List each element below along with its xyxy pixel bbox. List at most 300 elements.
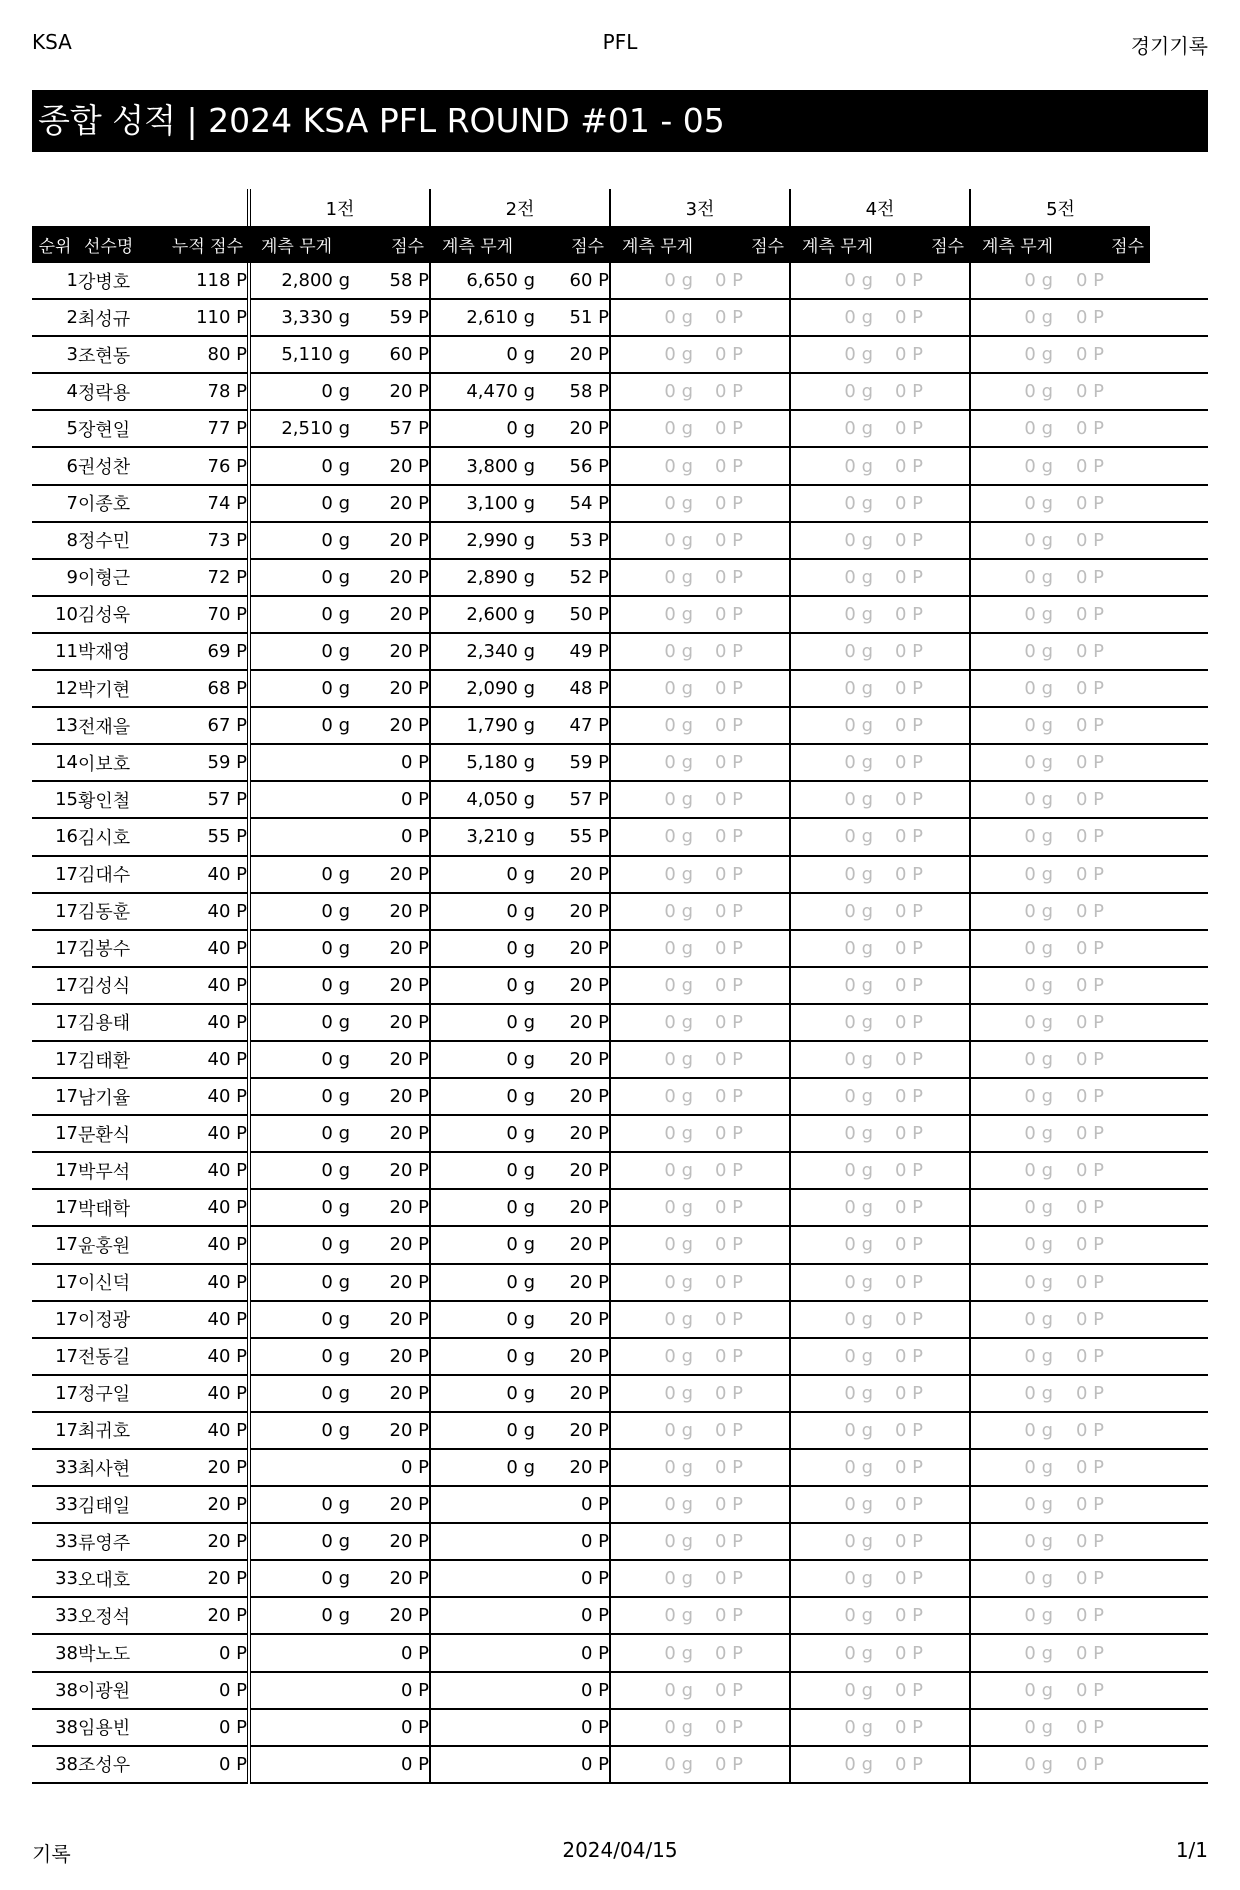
total-score: 40 P: [162, 1226, 249, 1263]
round-1-weight: 0 g: [249, 447, 350, 484]
round-5-weight: 0 g: [970, 1226, 1075, 1263]
round-4-weight: 0 g: [790, 410, 895, 447]
round-3-score: 0 P: [715, 1634, 790, 1671]
row-end-padding: [1150, 1301, 1208, 1338]
round-1-weight: [249, 744, 350, 781]
round-1-weight: 0 g: [249, 893, 350, 930]
round-2-score: 20 P: [535, 893, 610, 930]
round-1-score: 20 P: [350, 559, 430, 596]
round-4-score: 0 P: [895, 781, 970, 818]
round-2-score: 20 P: [535, 856, 610, 893]
round-1-weight: 0 g: [249, 1078, 350, 1115]
round-2-score: 20 P: [535, 1412, 610, 1449]
table-row: [32, 410, 1208, 447]
round-2-score: 0 P: [535, 1634, 610, 1671]
row-end-padding: [1150, 707, 1208, 744]
row-end-padding: [1150, 1338, 1208, 1375]
round-5-weight: 0 g: [970, 1152, 1075, 1189]
round-2-weight: [430, 1746, 535, 1783]
round-4-weight: 0 g: [790, 263, 895, 299]
player-rank: 38: [32, 1672, 78, 1709]
player-rank: 33: [32, 1449, 78, 1486]
round-1-score: 20 P: [350, 1412, 430, 1449]
round-4-weight: 0 g: [790, 1486, 895, 1523]
round-4-score: 0 P: [895, 410, 970, 447]
round-1-weight: 0 g: [249, 967, 350, 1004]
round-5-weight: 0 g: [970, 1004, 1075, 1041]
round-3-score: 0 P: [715, 1412, 790, 1449]
player-name: 전동길: [78, 1338, 162, 1375]
total-score: 40 P: [162, 1375, 249, 1412]
round-5-score: 0 P: [1075, 893, 1150, 930]
player-name: 김시호: [78, 818, 162, 855]
player-rank: 17: [32, 1412, 78, 1449]
player-name: 오정석: [78, 1597, 162, 1634]
table-row: [32, 373, 1208, 410]
table-row: [32, 596, 1208, 633]
row-end-padding: [1150, 818, 1208, 855]
round-2-weight: 0 g: [430, 1041, 535, 1078]
row-end-padding: [1150, 1375, 1208, 1412]
round-1-weight: [249, 1709, 350, 1746]
table-row: [32, 1338, 1208, 1375]
round-4-weight: 0 g: [790, 1338, 895, 1375]
footer-date: 2024/04/15: [562, 1838, 678, 1862]
player-rank: 17: [32, 930, 78, 967]
player-rank: 17: [32, 1301, 78, 1338]
round-4-weight: 0 g: [790, 1189, 895, 1226]
table-row: [32, 707, 1208, 744]
round-3-weight: 0 g: [610, 1523, 715, 1560]
player-name: 김태일: [78, 1486, 162, 1523]
round-4-score: 0 P: [895, 1672, 970, 1709]
round-5-weight: 0 g: [970, 744, 1075, 781]
total-score: 40 P: [162, 1301, 249, 1338]
round-3-score: 0 P: [715, 1597, 790, 1634]
round-1-weight: 0 g: [249, 1115, 350, 1152]
table-row: [32, 1523, 1208, 1560]
round-4-score: 0 P: [895, 373, 970, 410]
round-5-score: 0 P: [1075, 1264, 1150, 1301]
col-score: 점수: [535, 226, 610, 263]
total-score: 0 P: [162, 1672, 249, 1709]
round-3-weight: 0 g: [610, 1264, 715, 1301]
row-end-padding: [1150, 1115, 1208, 1152]
row-end-padding: [1150, 1041, 1208, 1078]
round-2-score: 20 P: [535, 410, 610, 447]
round-3-score: 0 P: [715, 373, 790, 410]
table-row: [32, 263, 1208, 299]
round-1-score: 20 P: [350, 633, 430, 670]
round-2-score: 20 P: [535, 1078, 610, 1115]
round-4-score: 0 P: [895, 744, 970, 781]
round-1-score: 20 P: [350, 1004, 430, 1041]
round-4-score: 0 P: [895, 336, 970, 373]
round-3-score: 0 P: [715, 893, 790, 930]
round-4-weight: 0 g: [790, 818, 895, 855]
round-4-weight: 0 g: [790, 1301, 895, 1338]
row-end-padding: [1150, 1746, 1208, 1783]
round-4-score: 0 P: [895, 485, 970, 522]
round-5-weight: 0 g: [970, 856, 1075, 893]
round-1-weight: 0 g: [249, 856, 350, 893]
round-2-weight: 2,610 g: [430, 299, 535, 336]
player-rank: 2: [32, 299, 78, 336]
player-rank: 16: [32, 818, 78, 855]
table-row: [32, 1709, 1208, 1746]
round-3-score: 0 P: [715, 781, 790, 818]
round-5-weight: 0 g: [970, 1301, 1075, 1338]
total-score: 40 P: [162, 1041, 249, 1078]
round-2-score: 54 P: [535, 485, 610, 522]
round-2-weight: [430, 1523, 535, 1560]
table-row: [32, 1041, 1208, 1078]
total-score: 40 P: [162, 893, 249, 930]
round-4-weight: 0 g: [790, 1375, 895, 1412]
round-5-score: 0 P: [1075, 930, 1150, 967]
round-2-weight: 4,050 g: [430, 781, 535, 818]
round-4-weight: 0 g: [790, 930, 895, 967]
round-5-score: 0 P: [1075, 1338, 1150, 1375]
round-1-score: 58 P: [350, 263, 430, 299]
total-score: 20 P: [162, 1597, 249, 1634]
round-2-weight: [430, 1672, 535, 1709]
round-5-score: 0 P: [1075, 1152, 1150, 1189]
round-3-weight: 0 g: [610, 633, 715, 670]
row-end-padding: [1150, 1152, 1208, 1189]
round-5-score: 0 P: [1075, 410, 1150, 447]
round-2-weight: 0 g: [430, 1412, 535, 1449]
round-4-weight: 0 g: [790, 1078, 895, 1115]
table-row: [32, 670, 1208, 707]
player-rank: 7: [32, 485, 78, 522]
round-2-score: 20 P: [535, 1375, 610, 1412]
round-4-weight: 0 g: [790, 744, 895, 781]
round-1-score: 59 P: [350, 299, 430, 336]
round-1-weight: 0 g: [249, 1597, 350, 1634]
round-1-score: 20 P: [350, 1338, 430, 1375]
player-rank: 17: [32, 1078, 78, 1115]
round-2-weight: 2,890 g: [430, 559, 535, 596]
round-2-score: 20 P: [535, 1301, 610, 1338]
player-name: 정수민: [78, 522, 162, 559]
player-name: 이신덕: [78, 1264, 162, 1301]
round-1-score: 20 P: [350, 1301, 430, 1338]
round-1-weight: 0 g: [249, 1486, 350, 1523]
round-3-score: 0 P: [715, 336, 790, 373]
total-score: 40 P: [162, 930, 249, 967]
round-5-header: 5전: [970, 189, 1150, 226]
round-3-weight: 0 g: [610, 856, 715, 893]
player-name: 김성욱: [78, 596, 162, 633]
round-1-score: 0 P: [350, 1672, 430, 1709]
round-5-weight: 0 g: [970, 1078, 1075, 1115]
round-2-weight: 0 g: [430, 1449, 535, 1486]
round-4-weight: 0 g: [790, 1226, 895, 1263]
round-2-header: 2전: [430, 189, 610, 226]
round-4-score: 0 P: [895, 1709, 970, 1746]
round-2-score: 50 P: [535, 596, 610, 633]
round-1-score: 20 P: [350, 596, 430, 633]
row-end-padding: [1150, 485, 1208, 522]
round-1-score: 0 P: [350, 744, 430, 781]
table-row: [32, 1634, 1208, 1671]
round-2-weight: [430, 1634, 535, 1671]
round-4-weight: 0 g: [790, 373, 895, 410]
round-1-score: 0 P: [350, 781, 430, 818]
round-3-weight: 0 g: [610, 1189, 715, 1226]
player-name: 박무석: [78, 1152, 162, 1189]
round-2-score: 20 P: [535, 967, 610, 1004]
round-5-score: 0 P: [1075, 670, 1150, 707]
col-weight: 계측 무게: [430, 226, 535, 263]
round-4-weight: 0 g: [790, 485, 895, 522]
table-row: [32, 1449, 1208, 1486]
table-row: [32, 1597, 1208, 1634]
player-name: 이정광: [78, 1301, 162, 1338]
round-2-weight: 0 g: [430, 336, 535, 373]
round-5-weight: 0 g: [970, 670, 1075, 707]
round-3-score: 0 P: [715, 930, 790, 967]
table-row: [32, 930, 1208, 967]
round-3-score: 0 P: [715, 596, 790, 633]
round-5-weight: 0 g: [970, 263, 1075, 299]
round-3-weight: 0 g: [610, 1041, 715, 1078]
col-score: 점수: [715, 226, 790, 263]
round-5-weight: 0 g: [970, 1486, 1075, 1523]
row-end-padding: [1150, 930, 1208, 967]
round-5-weight: 0 g: [970, 1560, 1075, 1597]
total-score: 40 P: [162, 856, 249, 893]
round-5-weight: 0 g: [970, 1375, 1075, 1412]
player-name: 김성식: [78, 967, 162, 1004]
table-row: [32, 447, 1208, 484]
table-row: [32, 559, 1208, 596]
round-4-weight: 0 g: [790, 1523, 895, 1560]
round-5-score: 0 P: [1075, 1078, 1150, 1115]
round-2-weight: 0 g: [430, 930, 535, 967]
round-4-weight: 0 g: [790, 1264, 895, 1301]
player-name: 이광원: [78, 1672, 162, 1709]
round-4-weight: 0 g: [790, 1709, 895, 1746]
total-score: 59 P: [162, 744, 249, 781]
round-1-weight: 0 g: [249, 1375, 350, 1412]
col-weight: 계측 무게: [249, 226, 350, 263]
round-5-score: 0 P: [1075, 1486, 1150, 1523]
col-weight: 계측 무게: [790, 226, 895, 263]
round-5-score: 0 P: [1075, 522, 1150, 559]
results-body: [32, 263, 1208, 1783]
player-name: 최성규: [78, 299, 162, 336]
player-rank: 38: [32, 1634, 78, 1671]
round-3-score: 0 P: [715, 967, 790, 1004]
table-row: [32, 1004, 1208, 1041]
round-3-weight: 0 g: [610, 1226, 715, 1263]
player-name: 조성우: [78, 1746, 162, 1783]
round-4-score: 0 P: [895, 893, 970, 930]
player-rank: 5: [32, 410, 78, 447]
round-3-score: 0 P: [715, 1189, 790, 1226]
round-3-header: 3전: [610, 189, 790, 226]
round-4-score: 0 P: [895, 447, 970, 484]
round-4-weight: 0 g: [790, 670, 895, 707]
round-4-weight: 0 g: [790, 893, 895, 930]
player-rank: 17: [32, 967, 78, 1004]
round-4-score: 0 P: [895, 1115, 970, 1152]
round-1-score: 20 P: [350, 373, 430, 410]
round-1-weight: 0 g: [249, 1264, 350, 1301]
footer-label: 기록: [32, 1842, 71, 1866]
round-2-weight: 0 g: [430, 1078, 535, 1115]
round-3-score: 0 P: [715, 263, 790, 299]
round-4-weight: 0 g: [790, 299, 895, 336]
round-2-weight: 3,210 g: [430, 818, 535, 855]
round-1-score: 0 P: [350, 1449, 430, 1486]
round-2-score: 20 P: [535, 1189, 610, 1226]
round-2-score: 20 P: [535, 1041, 610, 1078]
row-end-padding: [1150, 299, 1208, 336]
round-2-score: 0 P: [535, 1672, 610, 1709]
round-1-score: 0 P: [350, 1634, 430, 1671]
round-1-weight: [249, 818, 350, 855]
table-row: [32, 1264, 1208, 1301]
round-5-weight: 0 g: [970, 1672, 1075, 1709]
player-name: 박기현: [78, 670, 162, 707]
round-1-score: 20 P: [350, 1523, 430, 1560]
round-2-score: 51 P: [535, 299, 610, 336]
round-4-score: 0 P: [895, 856, 970, 893]
round-4-weight: 0 g: [790, 1634, 895, 1671]
round-2-weight: 0 g: [430, 410, 535, 447]
table-row: [32, 522, 1208, 559]
round-3-score: 0 P: [715, 1449, 790, 1486]
header-doc-type: 경기기록: [1130, 34, 1208, 58]
round-3-score: 0 P: [715, 410, 790, 447]
round-1-score: 20 P: [350, 1375, 430, 1412]
player-rank: 38: [32, 1746, 78, 1783]
round-1-weight: 0 g: [249, 1226, 350, 1263]
round-1-score: 20 P: [350, 1041, 430, 1078]
player-rank: 33: [32, 1523, 78, 1560]
row-end-padding: [1150, 373, 1208, 410]
player-rank: 6: [32, 447, 78, 484]
table-row: [32, 1375, 1208, 1412]
total-score: 40 P: [162, 1152, 249, 1189]
row-end-padding: [1150, 1634, 1208, 1671]
round-4-score: 0 P: [895, 1078, 970, 1115]
total-score: 57 P: [162, 781, 249, 818]
table-row: [32, 1672, 1208, 1709]
round-header-row: [32, 189, 1208, 226]
round-4-weight: 0 g: [790, 1672, 895, 1709]
round-5-score: 0 P: [1075, 1746, 1150, 1783]
player-rank: 17: [32, 1041, 78, 1078]
round-3-weight: 0 g: [610, 893, 715, 930]
round-2-weight: 6,650 g: [430, 263, 535, 299]
total-score: 0 P: [162, 1746, 249, 1783]
round-1-weight: 0 g: [249, 1523, 350, 1560]
round-1-score: 20 P: [350, 856, 430, 893]
total-score: 67 P: [162, 707, 249, 744]
round-3-score: 0 P: [715, 1004, 790, 1041]
total-score: 55 P: [162, 818, 249, 855]
round-3-weight: 0 g: [610, 1709, 715, 1746]
round-3-score: 0 P: [715, 1709, 790, 1746]
round-4-score: 0 P: [895, 1597, 970, 1634]
round-1-weight: 0 g: [249, 1152, 350, 1189]
total-score: 0 P: [162, 1709, 249, 1746]
player-name: 이보호: [78, 744, 162, 781]
total-score: 69 P: [162, 633, 249, 670]
round-2-score: 20 P: [535, 930, 610, 967]
row-end-padding: [1150, 893, 1208, 930]
player-name: 조현동: [78, 336, 162, 373]
player-name: 최사현: [78, 1449, 162, 1486]
round-4-score: 0 P: [895, 1560, 970, 1597]
total-score: 80 P: [162, 336, 249, 373]
round-3-score: 0 P: [715, 1560, 790, 1597]
round-1-weight: 0 g: [249, 559, 350, 596]
total-score: 78 P: [162, 373, 249, 410]
round-3-score: 0 P: [715, 633, 790, 670]
table-row: [32, 893, 1208, 930]
header-event: PFL: [602, 30, 638, 54]
table-row: [32, 299, 1208, 336]
page-title: 종합 성적 | 2024 KSA PFL ROUND #01 - 05: [32, 90, 1208, 152]
player-name: 전재을: [78, 707, 162, 744]
round-5-weight: 0 g: [970, 1634, 1075, 1671]
round-5-score: 0 P: [1075, 1004, 1150, 1041]
round-3-score: 0 P: [715, 485, 790, 522]
round-5-weight: 0 g: [970, 485, 1075, 522]
round-5-weight: 0 g: [970, 1264, 1075, 1301]
round-4-score: 0 P: [895, 633, 970, 670]
round-5-weight: 0 g: [970, 1041, 1075, 1078]
row-end-padding: [1150, 522, 1208, 559]
round-2-score: 0 P: [535, 1486, 610, 1523]
round-3-score: 0 P: [715, 1338, 790, 1375]
round-3-score: 0 P: [715, 744, 790, 781]
table-row: [32, 336, 1208, 373]
player-name: 박태학: [78, 1189, 162, 1226]
round-5-score: 0 P: [1075, 744, 1150, 781]
round-5-score: 0 P: [1075, 707, 1150, 744]
player-rank: 3: [32, 336, 78, 373]
row-end-padding: [1150, 263, 1208, 299]
player-rank: 4: [32, 373, 78, 410]
player-rank: 33: [32, 1597, 78, 1634]
round-1-score: 20 P: [350, 967, 430, 1004]
round-2-weight: 0 g: [430, 1115, 535, 1152]
round-3-weight: 0 g: [610, 410, 715, 447]
player-rank: 17: [32, 1226, 78, 1263]
player-name: 남기율: [78, 1078, 162, 1115]
round-5-weight: 0 g: [970, 781, 1075, 818]
round-4-weight: 0 g: [790, 633, 895, 670]
round-5-score: 0 P: [1075, 1634, 1150, 1671]
round-4-weight: 0 g: [790, 1041, 895, 1078]
round-5-weight: 0 g: [970, 1449, 1075, 1486]
round-5-score: 0 P: [1075, 1449, 1150, 1486]
round-4-score: 0 P: [895, 1746, 970, 1783]
player-name: 정구일: [78, 1375, 162, 1412]
round-3-score: 0 P: [715, 1115, 790, 1152]
player-name: 최귀호: [78, 1412, 162, 1449]
total-score: 20 P: [162, 1449, 249, 1486]
player-rank: 17: [32, 1338, 78, 1375]
round-3-score: 0 P: [715, 1301, 790, 1338]
round-3-weight: 0 g: [610, 781, 715, 818]
